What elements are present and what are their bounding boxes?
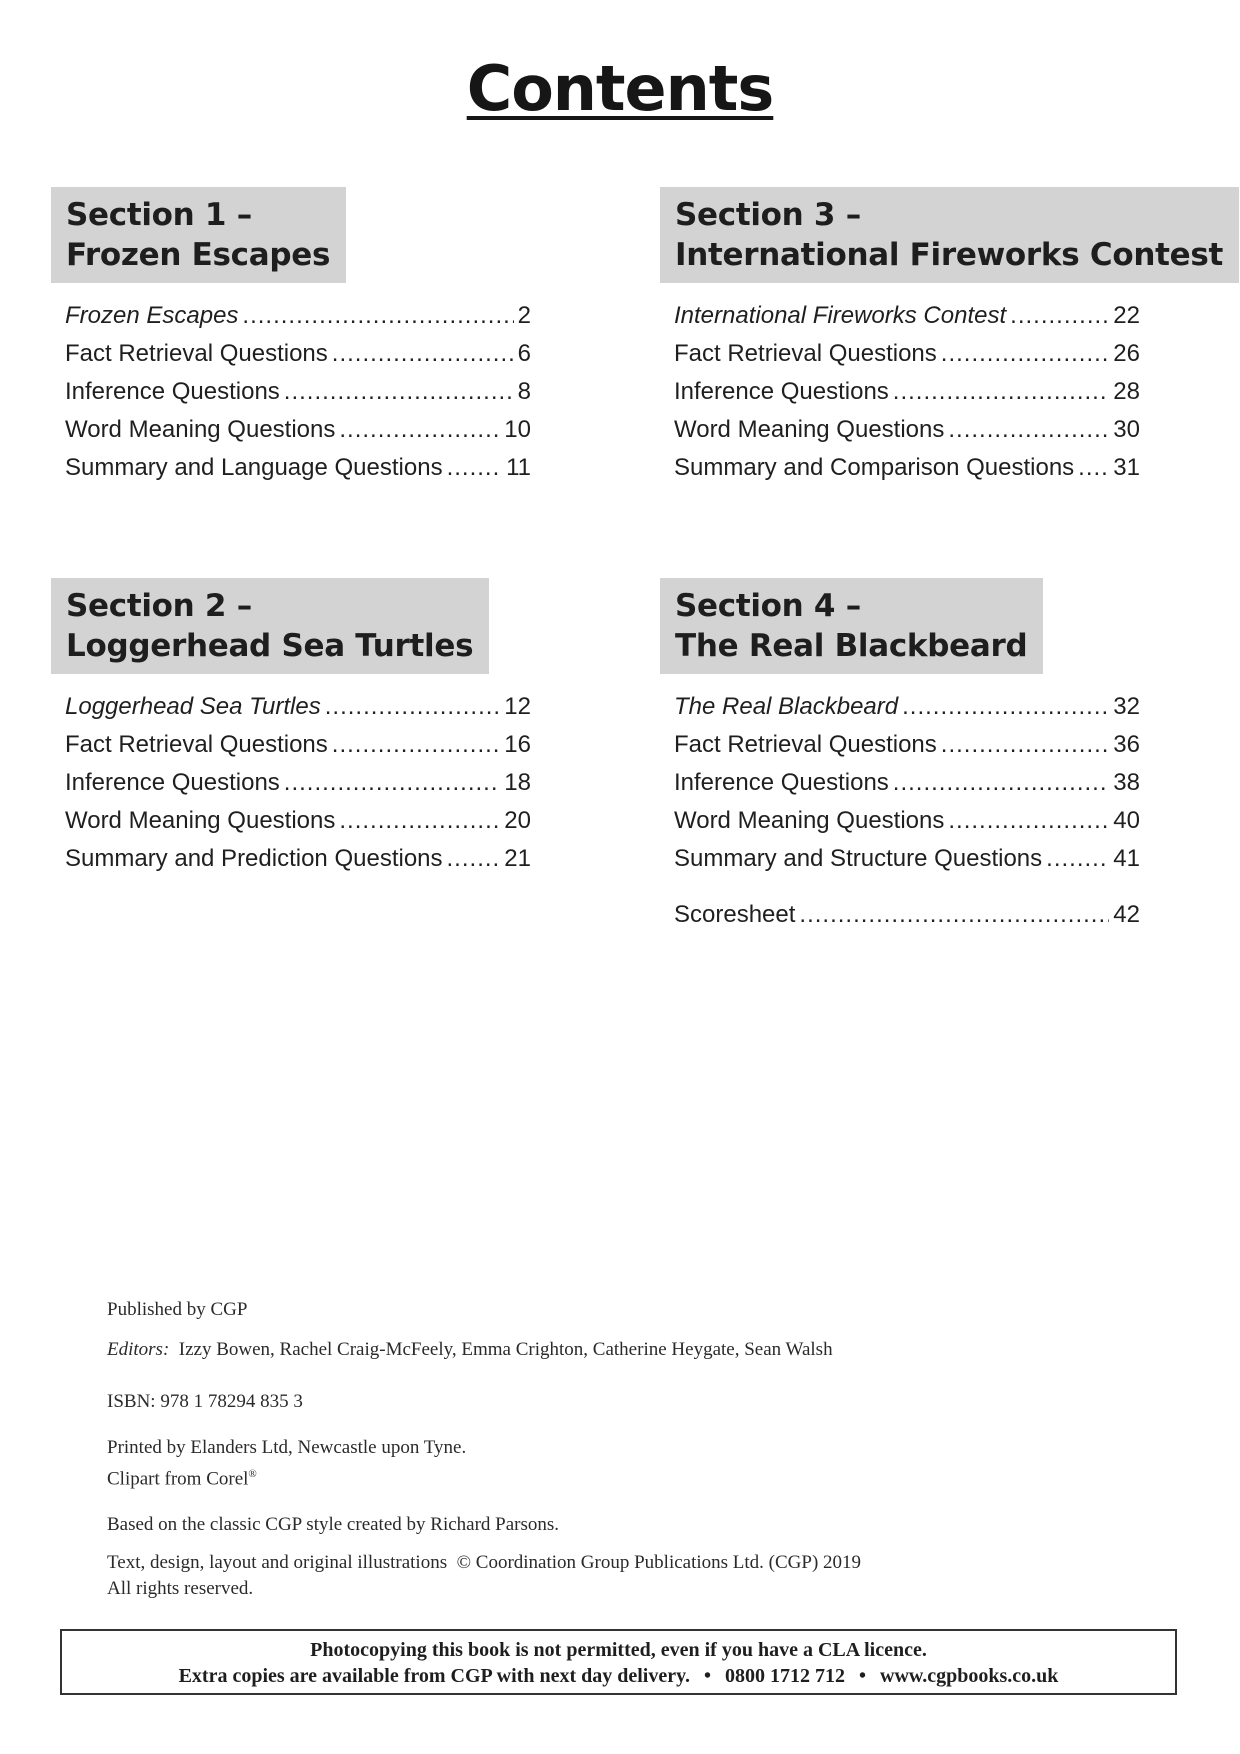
leader-dots [941,726,1110,764]
toc-entry-page: 41 [1113,845,1140,872]
toc-entry-page: 18 [504,769,531,796]
toc-entry[interactable] [674,840,1140,878]
based-on: Based on the classic CGP style created by Richard Parsons. [107,1514,560,1536]
leader-dots [325,688,501,726]
section-4 [660,578,1140,934]
toc-entry-label: Inference Questions [674,378,889,405]
leader-dots [332,726,501,764]
toc-entry-page: 22 [1113,302,1140,329]
copyright: Text, design, layout and original illustrations © Coordination Group Publications Ltd. (CGP) 2019 [107,1552,862,1574]
toc-entry[interactable] [65,840,531,878]
toc-list [51,297,531,487]
toc-entry-label: The Real Blackbeard [674,693,899,720]
publication-info [107,1297,1107,1602]
toc-entry-page: 30 [1113,416,1140,443]
clipart-credit: Clipart from Corel [107,1468,249,1490]
leader-dots [893,373,1110,411]
section-header [51,578,489,674]
leader-dots [799,896,1109,934]
leader-dots [339,802,500,840]
section-header [51,187,346,283]
section-header [660,187,1239,283]
section-2 [51,578,531,878]
toc-entry-page: 26 [1113,340,1140,367]
toc-entry[interactable] [674,297,1140,335]
leader-dots [902,688,1109,726]
toc-entry[interactable] [65,802,531,840]
toc-entry-page: 20 [504,807,531,834]
toc-entry-page: 31 [1113,454,1140,481]
leader-dots [242,297,513,335]
toc-entry-label: Frozen Escapes [65,302,239,329]
section-title: Loggerhead Sea Turtles [66,628,474,664]
toc-entry-label: Inference Questions [674,769,889,796]
section-1 [51,187,531,487]
toc-entry-label: Fact Retrieval Questions [65,340,328,367]
toc-entry[interactable] [65,726,531,764]
section-header [660,578,1043,674]
toc-entry-label: Summary and Structure Questions [674,845,1043,872]
toc-entry[interactable] [674,335,1140,373]
toc-entry-label: Summary and Comparison Questions [674,454,1075,481]
editors-label: Editors: [107,1339,170,1360]
section-title: International Fireworks Contest [675,237,1224,273]
bullet-separator: • [704,1665,712,1687]
leader-dots [447,840,501,878]
clipart-line [107,1461,1107,1492]
toc-entry-page: 11 [506,454,531,481]
section-number: Section 2 – [66,588,252,624]
section-title: Frozen Escapes [66,237,331,273]
isbn: ISBN: 978 1 78294 835 3 [107,1391,303,1412]
toc-entry-scoresheet[interactable] [674,896,1140,934]
toc-entry-label: Summary and Prediction Questions [65,845,443,872]
leader-dots [1046,840,1109,878]
toc-list [660,297,1140,487]
toc-entry-label: Word Meaning Questions [674,416,945,443]
toc-entry-label: Word Meaning Questions [65,416,336,443]
toc-entry-label: International Fireworks Contest [674,302,1007,329]
page-title [0,52,1240,125]
toc-entry-page: 16 [504,731,531,758]
section-title: The Real Blackbeard [675,628,1028,664]
leader-dots [284,373,514,411]
page-title-text: Contents [466,52,774,125]
notice-phone[interactable]: 0800 1712 712 [725,1665,846,1687]
editors-names: Izzy Bowen, Rachel Craig-McFeely, Emma Crighton, Catherine Heygate, Sean Walsh [178,1339,833,1360]
toc-entry-label: Inference Questions [65,378,280,405]
toc-entry[interactable] [65,688,531,726]
toc-entry[interactable] [674,688,1140,726]
notice-extra-copies: Extra copies are available from CGP with next day delivery. [178,1665,690,1687]
toc-entry-page: 21 [504,845,531,872]
toc-entry-label: Inference Questions [65,769,280,796]
leader-dots [1010,297,1109,335]
toc-entry-label: Fact Retrieval Questions [674,731,937,758]
toc-entry-page: 36 [1113,731,1140,758]
leader-dots [332,335,514,373]
leader-dots [339,411,500,449]
leader-dots [948,802,1109,840]
toc-entry[interactable] [65,411,531,449]
toc-entry-label: Fact Retrieval Questions [674,340,937,367]
toc-entry[interactable] [674,802,1140,840]
photocopy-notice [60,1629,1177,1695]
toc-entry[interactable] [674,411,1140,449]
toc-entry[interactable] [65,335,531,373]
notice-line-1: Photocopying this book is not permitted, even if you have a CLA licence. [310,1639,927,1661]
toc-entry-label: Scoresheet [674,901,796,928]
notice-website-link[interactable]: www.cgpbooks.co.uk [880,1665,1059,1687]
toc-entry[interactable] [674,373,1140,411]
toc-entry-page: 32 [1113,693,1140,720]
toc-entry-page: 40 [1113,807,1140,834]
published-by: Published by CGP [107,1299,248,1320]
registered-mark: ® [248,1468,257,1480]
bullet-separator: • [859,1665,867,1687]
toc-entry-page: 28 [1113,378,1140,405]
leader-dots [941,335,1110,373]
toc-entry-label: Word Meaning Questions [674,807,945,834]
toc-entry-page: 8 [517,378,531,405]
notice-line-2 [62,1663,1175,1689]
editors-line [107,1337,1107,1363]
toc-entry-page: 42 [1113,901,1140,928]
toc-entry-page: 2 [517,302,531,329]
section-number: Section 1 – [66,197,252,233]
leader-dots [893,764,1110,802]
toc-entry-label: Fact Retrieval Questions [65,731,328,758]
section-number: Section 4 – [675,588,861,624]
toc-entry[interactable] [65,449,531,487]
toc-entry-label: Summary and Language Questions [65,454,443,481]
toc-entry-label: Loggerhead Sea Turtles [65,693,321,720]
leader-dots [948,411,1109,449]
toc-entry[interactable] [65,373,531,411]
toc-entry[interactable] [674,764,1140,802]
toc-entry-page: 38 [1113,769,1140,796]
toc-list [51,688,531,878]
leader-dots [1078,449,1109,487]
leader-dots [447,449,503,487]
toc-entry-page: 10 [504,416,531,443]
leader-dots [284,764,501,802]
section-3 [660,187,1224,487]
toc-entry[interactable] [65,764,531,802]
printed-by: Printed by Elanders Ltd, Newcastle upon Tyne. [107,1437,467,1458]
section-number: Section 3 – [675,197,861,233]
rights: All rights reserved. [107,1578,254,1600]
toc-entry[interactable] [674,449,1140,487]
toc-entry-page: 6 [517,340,531,367]
toc-entry[interactable] [674,726,1140,764]
toc-entry-page: 12 [504,693,531,720]
toc-list [660,688,1140,934]
toc-entry[interactable] [65,297,531,335]
toc-entry-label: Word Meaning Questions [65,807,336,834]
